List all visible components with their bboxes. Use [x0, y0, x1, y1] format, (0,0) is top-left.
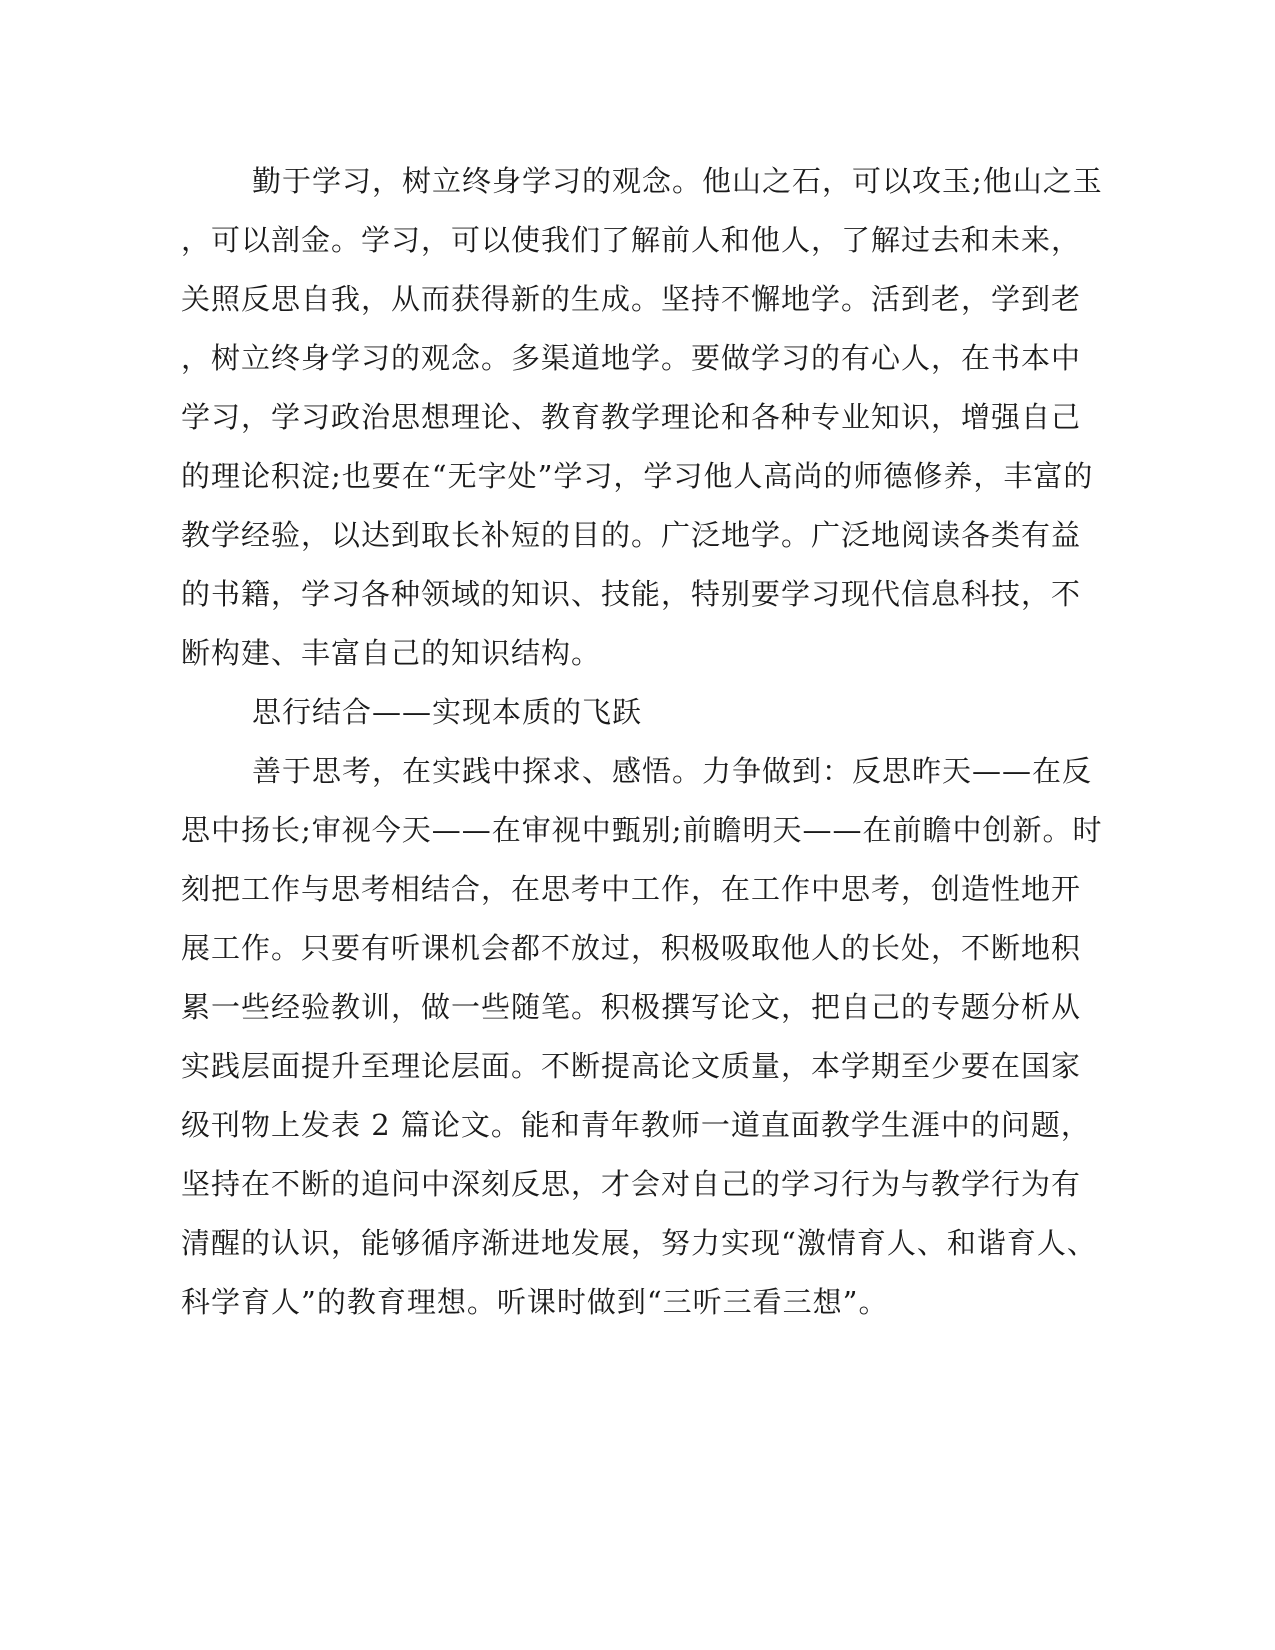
paragraph-2-line-10: 科学育人”的教育理想。听课时做到“三听三看三想”。: [181, 1285, 889, 1319]
paragraph-1-line-3: 关照反思自我，从而获得新的生成。坚持不懈地学。活到老，学到老: [181, 282, 1082, 316]
paragraph-1-line-5: 学习，学习政治思想理论、教育教学理论和各种专业知识，增强自己: [181, 400, 1082, 434]
paragraph-2-line-8: 坚持在不断的追问中深刻反思，才会对自己的学习行为与教学行为有: [181, 1167, 1082, 1201]
section-heading: 思行结合——实现本质的飞跃: [252, 695, 643, 729]
paragraph-2-line-4: 展工作。只要有听课机会都不放过，积极吸取他人的长处，不断地积: [181, 931, 1082, 965]
paragraph-1-line-7: 教学经验，以达到取长补短的目的。广泛地学。广泛地阅读各类有益: [181, 518, 1082, 552]
paragraph-1-line-6: 的理论积淀;也要在“无字处”学习，学习他人高尚的师德修养，丰富的: [181, 459, 1094, 493]
paragraph-2-line-5: 累一些经验教训，做一些随笔。积极撰写论文，把自己的专题分析从: [181, 990, 1082, 1024]
paragraph-1-line-4: ，树立终身学习的观念。多渠道地学。要做学习的有心人，在书本中: [181, 341, 1082, 375]
paragraph-1-line-9: 断构建、丰富自己的知识结构。: [181, 636, 602, 670]
paragraph-1-line-8: 的书籍，学习各种领域的知识、技能，特别要学习现代信息科技，不: [181, 577, 1082, 611]
paragraph-1-line-1: 勤于学习，树立终身学习的观念。他山之石，可以攻玉;他山之玉: [252, 164, 1103, 198]
paragraph-2-line-9: 清醒的认识，能够循序渐进地发展，努力实现“激情育人、和谐育人、: [181, 1226, 1097, 1260]
paragraph-2-line-7: 级刊物上发表 2 篇论文。能和青年教师一道直面教学生涯中的问题，: [181, 1108, 1091, 1142]
paragraph-2-line-2: 思中扬长;审视今天——在审视中甄别;前瞻明天——在前瞻中创新。时: [181, 813, 1103, 847]
paragraph-2-line-1: 善于思考，在实践中探求、感悟。力争做到：反思昨天——在反: [252, 754, 1093, 788]
paragraph-1-line-2: ，可以剖金。学习，可以使我们了解前人和他人，了解过去和未来，: [181, 223, 1082, 257]
paragraph-2-line-3: 刻把工作与思考相结合，在思考中工作，在工作中思考，创造性地开: [181, 872, 1082, 906]
paragraph-2-line-6: 实践层面提升至理论层面。不断提高论文质量，本学期至少要在国家: [181, 1049, 1082, 1083]
